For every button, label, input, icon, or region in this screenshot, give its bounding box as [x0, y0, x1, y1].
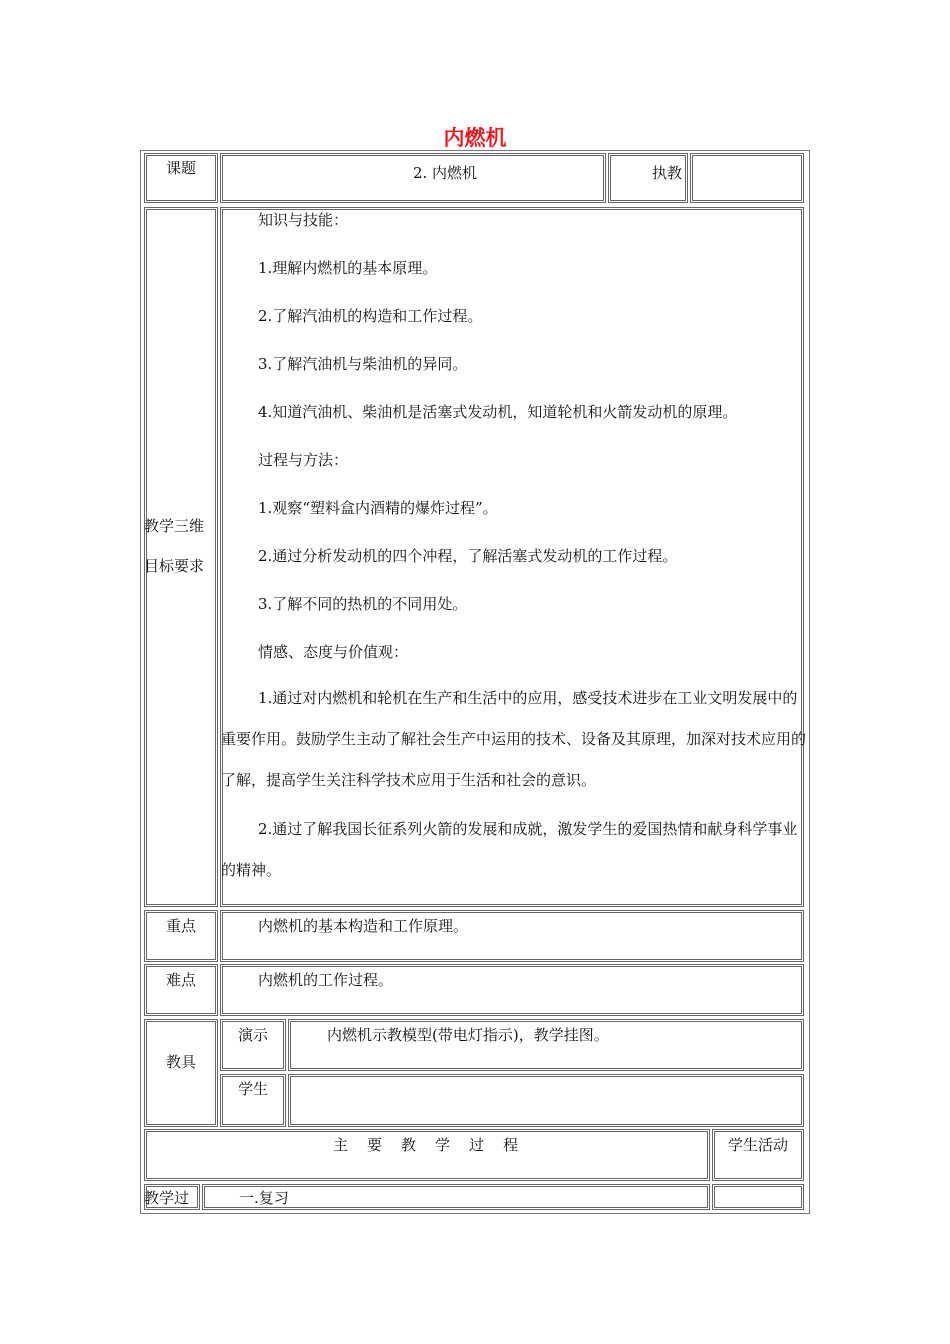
student-activity-label: 学生活动	[727, 1136, 788, 1154]
goal-line: 知识与技能：	[258, 211, 349, 229]
process-label: 教学过	[144, 1189, 190, 1207]
goal-line: 2.通过分析发动机的四个冲程，了解活塞式发动机的工作过程。	[258, 547, 678, 565]
topic-label: 课题	[165, 159, 196, 177]
demo-label: 演示	[237, 1026, 268, 1044]
goal-paragraph-2: 2.通过了解我国长征系列火箭的发展和成就，激发学生的爱国热情和献身科学事业的精神。	[221, 820, 798, 879]
goal-line: 4.知道汽油机、柴油机是活塞式发动机，知道轮机和火箭发动机的原理。	[258, 403, 738, 421]
topic-value: 2. 内燃机	[412, 164, 478, 182]
key-value: 内燃机的基本构造和工作原理。	[258, 917, 469, 935]
goal-line: 3.了解不同的热机的不同用处。	[258, 595, 468, 613]
goals-label-line-2: 目标要求	[144, 557, 205, 575]
tools-label: 教具	[165, 1053, 196, 1071]
goal-line: 2.了解汽油机的构造和工作过程。	[258, 307, 483, 325]
demo-value: 内燃机示教模型(带电灯指示)，教学挂图。	[327, 1026, 609, 1044]
goal-line: 3.了解汽油机与柴油机的异同。	[258, 355, 468, 373]
goal-line: 1.观察“塑料盒内酒精的爆炸过程”。	[258, 499, 498, 517]
goal-line: 1.理解内燃机的基本原理。	[258, 259, 438, 277]
difficult-value: 内燃机的工作过程。	[258, 971, 394, 989]
process-activity-cell	[712, 1184, 804, 1210]
tools-label-cell	[144, 1019, 218, 1127]
process-header: 主 要 教 学 过 程	[333, 1136, 521, 1154]
teacher-value-cell	[690, 153, 804, 203]
document-title: 内燃机	[443, 126, 507, 150]
review-text: 一.复习	[239, 1189, 289, 1207]
difficult-label: 难点	[165, 971, 196, 989]
student-value-cell	[288, 1074, 804, 1127]
goal-line: 过程与方法：	[258, 451, 349, 469]
goals-label-line-1: 教学三维	[144, 517, 205, 535]
key-label: 重点	[165, 917, 196, 935]
student-label: 学生	[237, 1080, 268, 1098]
teacher-label: 执教	[651, 164, 682, 182]
goal-line: 情感、态度与价值观：	[258, 643, 409, 661]
goal-paragraph-1: 1.通过对内燃机和轮机在生产和生活中的应用，感受技术进步在工业文明发展中的重要作用。鼓励学生主动了解社会生产中运用的技术、设备及其原理，加深对技术应用的了解，提高学生关注科学技术应用于生活和社会的意识。	[221, 689, 807, 789]
